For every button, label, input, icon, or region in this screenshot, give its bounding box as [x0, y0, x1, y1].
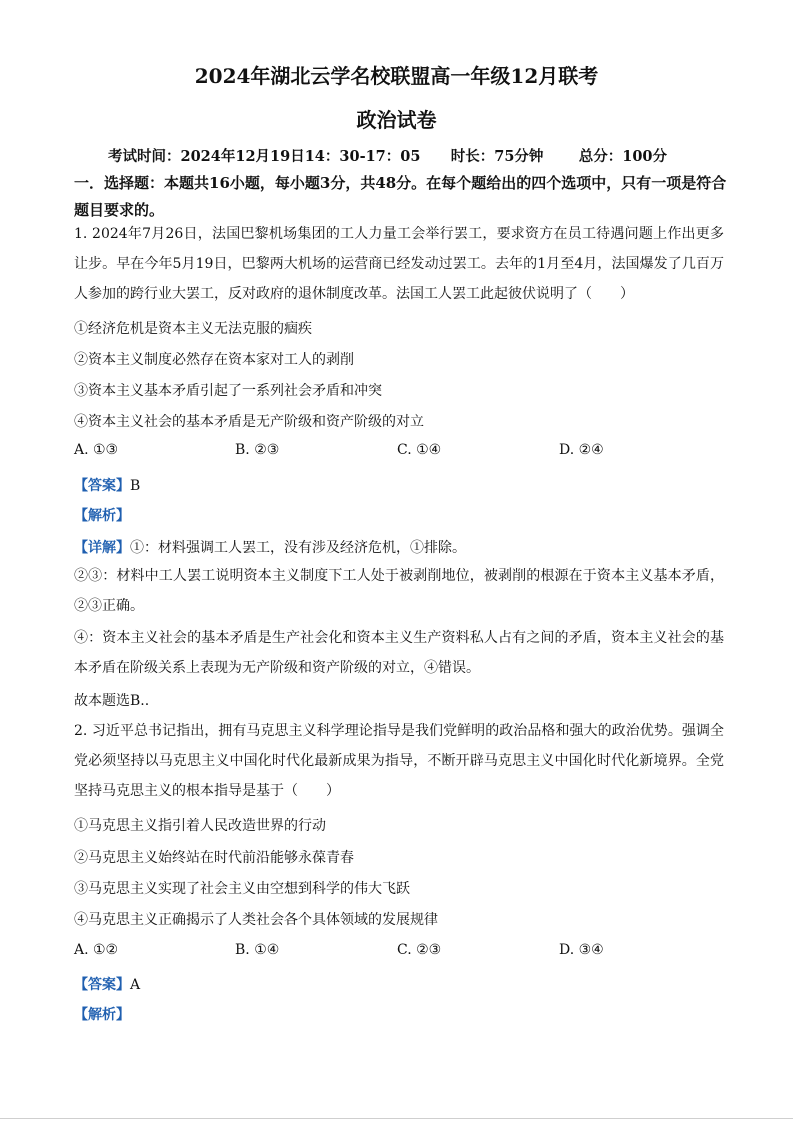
q2-item-3: ③马克思主义实现了社会主义由空想到科学的伟大飞跃: [74, 881, 410, 897]
q2-item-1: ①马克思主义指引着人民改造世界的行动: [74, 818, 326, 834]
q2-answer: A: [130, 977, 141, 993]
q2-option-a[interactable]: A. ①②: [74, 942, 119, 958]
q2-option-c[interactable]: C. ②③: [397, 942, 442, 958]
q1-option-d[interactable]: D. ②④: [559, 442, 604, 458]
q1-detail-3: ④：资本主义社会的基本矛盾是生产社会化和资本主义生产资料私人占有之间的矛盾，资本主义社会的基本矛盾在阶级关系上表现为无产阶级和资产阶级的对立，④错误。: [74, 630, 724, 676]
q2-answer-line: [74, 974, 140, 994]
q1-answer-tag: 【答案】: [74, 478, 130, 494]
q2-item-4: ④马克思主义正确揭示了人类社会各个具体领域的发展规律: [74, 912, 438, 928]
q1-conclusion: 故本题选B..: [74, 693, 150, 709]
page-bottom-divider: [0, 1118, 793, 1119]
page-title: 2024年湖北云学名校联盟高一年级12月联考: [194, 64, 599, 88]
q2-option-b[interactable]: B. ①④: [235, 942, 280, 958]
q2-stem: 2. 习近平总书记指出，拥有马克思主义科学理论指导是我们党鲜明的政治品格和强大的政治优势。强调全党必须坚持以马克思主义中国化时代化最新成果为指导，不断开辟马克思主义中国化时代化新境界。全党坚持马克思主义的根本指导是基于（ ）: [74, 723, 724, 799]
q1-item-3: ③资本主义基本矛盾引起了一系列社会矛盾和冲突: [74, 383, 382, 399]
q1-item-1: ①经济危机是资本主义无法克服的痼疾: [74, 321, 312, 337]
q1-analysis-tag: 【解析】: [74, 508, 130, 524]
q2-item-2: ②马克思主义始终站在时代前沿能够永葆青春: [74, 850, 354, 866]
q2-analysis-line: [74, 1004, 130, 1024]
q1-analysis-line: [74, 505, 130, 525]
q1-item-2: ②资本主义制度必然存在资本家对工人的剥削: [74, 352, 354, 368]
q1-item-4: ④资本主义社会的基本矛盾是无产阶级和资产阶级的对立: [74, 414, 424, 430]
exam-info: 考试时间：2024年12月19日14：30-17：05 时长：75分钟 总分：100分: [108, 148, 668, 165]
q1-detail-2: ②③：材料中工人罢工说明资本主义制度下工人处于被剥削地位，被剥削的根源在于资本主义基本矛盾，②③正确。: [74, 568, 724, 614]
q2-answer-tag: 【答案】: [74, 977, 130, 993]
q1-answer-line: [74, 475, 140, 495]
q1-answer: B: [130, 478, 141, 494]
q2-option-d[interactable]: D. ③④: [559, 942, 604, 958]
q1-option-c[interactable]: C. ①④: [397, 442, 442, 458]
q1-detail-1: ①：材料强调工人罢工，没有涉及经济危机，①排除。: [130, 540, 466, 556]
q1-option-b[interactable]: B. ②③: [235, 442, 280, 458]
page-subtitle: 政治试卷: [356, 108, 437, 132]
q1-stem: 1. 2024年7月26日，法国巴黎机场集团的工人力量工会举行罢工，要求资方在员工待遇问题上作出更多让步。早在今年5月19日，巴黎两大机场的运营商已经发动过罢工。去年的1月至4月，法国爆发了几百万人参加的跨行业大罢工，反对政府的退休制度改革。法国工人罢工此起彼伏说明了（ ）: [74, 226, 724, 302]
q1-detail-tag: 【详解】: [74, 540, 130, 556]
section-heading: 一．选择题：本题共16小题，每小题3分，共48分。在每个题给出的四个选项中，只有一项是符合题目要求的。: [74, 174, 727, 219]
q1-option-a[interactable]: A. ①③: [74, 442, 119, 458]
q1-detail-line: [74, 537, 466, 557]
q2-analysis-tag: 【解析】: [74, 1007, 130, 1023]
